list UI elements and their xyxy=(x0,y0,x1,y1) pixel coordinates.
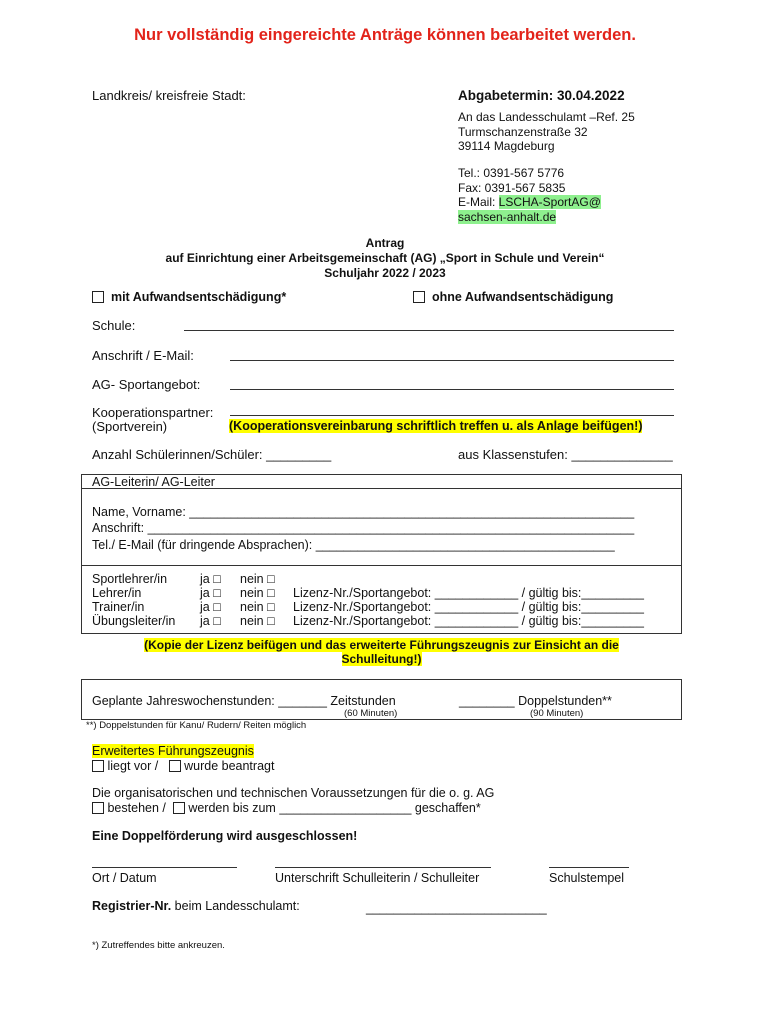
ja-checkbox[interactable]: ja □ xyxy=(200,572,221,586)
requirements-options[interactable] xyxy=(92,801,481,815)
leader-address-field[interactable]: Anschrift: ______________________________________________________________________ xyxy=(92,521,635,535)
stamp-label: Schulstempel xyxy=(549,871,625,885)
partner-input-line[interactable] xyxy=(230,415,674,416)
weekly-hours-field[interactable]: Geplante Jahreswochenstunden: _______ Zeitstunden xyxy=(92,694,396,708)
requirements-exist: bestehen / xyxy=(107,801,166,815)
grades-field[interactable]: aus Klassenstufen: ______________ xyxy=(458,447,673,462)
email-prefix: E-Mail: xyxy=(458,195,499,209)
stamp-line[interactable] xyxy=(549,867,629,868)
leader-heading: AG-Leiterin/ AG-Leiter xyxy=(92,475,215,489)
sport-offer-label: AG- Sportangebot: xyxy=(92,377,201,392)
ja-column[interactable] xyxy=(200,572,221,628)
registry-input[interactable]: __________________________ xyxy=(366,901,547,915)
nein-checkbox[interactable]: nein □ xyxy=(240,614,275,628)
checkbox[interactable] xyxy=(92,291,104,303)
ja-checkbox[interactable]: ja □ xyxy=(200,600,221,614)
option-without-compensation[interactable] xyxy=(413,290,613,304)
checkbox[interactable] xyxy=(413,291,425,303)
notice-text: Nur vollständig eingereichte Anträge können bearbeitet werden. xyxy=(134,26,636,44)
address-email-label: Anschrift / E-Mail: xyxy=(92,348,194,363)
nein-column[interactable] xyxy=(240,572,275,628)
sport-offer-input-line[interactable] xyxy=(230,389,674,390)
signature-label: Unterschrift Schulleiterin / Schulleiter xyxy=(275,871,480,885)
roles-list xyxy=(92,572,175,628)
title-block xyxy=(0,236,770,281)
nein-checkbox[interactable]: nein □ xyxy=(240,586,275,600)
ninety-minutes-note: (90 Minuten) xyxy=(530,708,584,719)
license-note-line1: (Kopie der Lizenz beifügen und das erweiterte Führungszeugnis zur Einsicht an die xyxy=(144,638,619,652)
leader-name-field[interactable]: Name, Vorname: ________________________________________________________________ xyxy=(92,505,635,519)
address-line: An das Landesschulamt –Ref. 25 xyxy=(458,110,635,124)
partner-note: (Kooperationsvereinbarung schriftlich treffen u. als Anlage beifügen!) xyxy=(229,419,643,433)
certificate-present: liegt vor / xyxy=(107,759,159,773)
requirements-text: Die organisatorischen und technischen Voraussetzungen für die o. g. AG xyxy=(92,786,495,800)
hours-footnote: **) Doppelstunden für Kanu/ Rudern/ Reiten möglich xyxy=(86,720,307,731)
address-email-input-line[interactable] xyxy=(230,360,674,361)
role-sportlehrer: Sportlehrer/in xyxy=(92,572,168,586)
checkbox[interactable] xyxy=(173,802,185,814)
title-line1: Antrag xyxy=(365,236,405,250)
address-line: Turmschanzenstraße 32 xyxy=(458,124,588,139)
certificate-options[interactable] xyxy=(92,759,274,773)
double-hours-field[interactable]: ________ Doppelstunden** xyxy=(459,694,612,708)
school-input-line[interactable] xyxy=(184,330,674,331)
place-date-label: Ort / Datum xyxy=(92,871,157,885)
certificate-title: Erweitertes Führungszeugnis xyxy=(92,744,254,758)
checkbox[interactable] xyxy=(92,802,104,814)
ja-checkbox[interactable]: ja □ xyxy=(200,586,221,600)
email-link[interactable]: LSCHA-SportAG@ xyxy=(498,195,601,209)
option-label: mit Aufwandsentschädigung* xyxy=(110,290,287,304)
license-column[interactable] xyxy=(293,586,644,628)
ja-checkbox[interactable]: ja □ xyxy=(200,614,221,628)
leader-contact-field[interactable]: Tel./ E-Mail (für dringende Absprachen): ___________________________________________ xyxy=(92,538,615,552)
district-label: Landkreis/ kreisfreie Stadt: xyxy=(92,88,246,103)
fax: Fax: 0391-567 5835 xyxy=(458,180,566,195)
title-line2: auf Einrichtung einer Arbeitsgemeinschaft (AG) „Sport in Schule und Verein“ xyxy=(165,251,605,265)
title-line3: Schuljahr 2022 / 2023 xyxy=(324,266,446,280)
address-line: 39114 Magdeburg xyxy=(458,139,555,153)
role-lehrer: Lehrer/in xyxy=(92,586,142,600)
leader-divider xyxy=(81,565,682,566)
email-link-cont[interactable]: sachsen-anhalt.de xyxy=(458,209,557,224)
nein-checkbox[interactable]: nein □ xyxy=(240,600,275,614)
sixty-minutes-note: (60 Minuten) xyxy=(344,708,398,719)
place-date-line[interactable] xyxy=(92,867,237,868)
signature-line[interactable] xyxy=(275,867,491,868)
nein-checkbox[interactable]: nein □ xyxy=(240,572,275,586)
address-block xyxy=(458,110,635,154)
option-with-compensation[interactable] xyxy=(92,290,286,304)
deadline: Abgabetermin: 30.04.2022 xyxy=(458,88,625,103)
license-field[interactable]: Lizenz-Nr./Sportangebot: ____________ / gültig bis:_________ xyxy=(293,600,644,614)
contact-block xyxy=(458,166,601,224)
no-double-funding: Eine Doppelförderung wird ausgeschlossen! xyxy=(92,829,358,843)
partner-sub-label: (Sportverein) xyxy=(92,419,168,434)
tel: Tel.: 0391-567 5776 xyxy=(458,166,565,180)
role-uebungsleiter: Übungsleiter/in xyxy=(92,614,176,628)
students-count-field[interactable]: Anzahl Schülerinnen/Schüler: _________ xyxy=(92,447,332,462)
registry-label: Registrier-Nr. beim Landesschulamt: xyxy=(92,899,300,913)
checkbox[interactable] xyxy=(169,760,181,772)
license-field[interactable]: Lizenz-Nr./Sportangebot: ____________ / gültig bis:_________ xyxy=(293,614,644,628)
footnote: *) Zutreffendes bitte ankreuzen. xyxy=(92,940,225,951)
option-label: ohne Aufwandsentschädigung xyxy=(431,290,614,304)
role-trainer: Trainer/in xyxy=(92,600,145,614)
requirements-will: werden bis zum ___________________ geschaffen* xyxy=(188,801,481,815)
partner-label: Kooperationspartner: xyxy=(92,405,214,420)
license-field[interactable]: Lizenz-Nr./Sportangebot: ____________ / gültig bis:_________ xyxy=(293,586,644,600)
certificate-requested: wurde beantragt xyxy=(184,759,275,773)
checkbox[interactable] xyxy=(92,760,104,772)
school-label: Schule: xyxy=(92,318,136,333)
license-note-line2: Schulleitung!) xyxy=(341,652,422,666)
license-note xyxy=(81,638,682,666)
